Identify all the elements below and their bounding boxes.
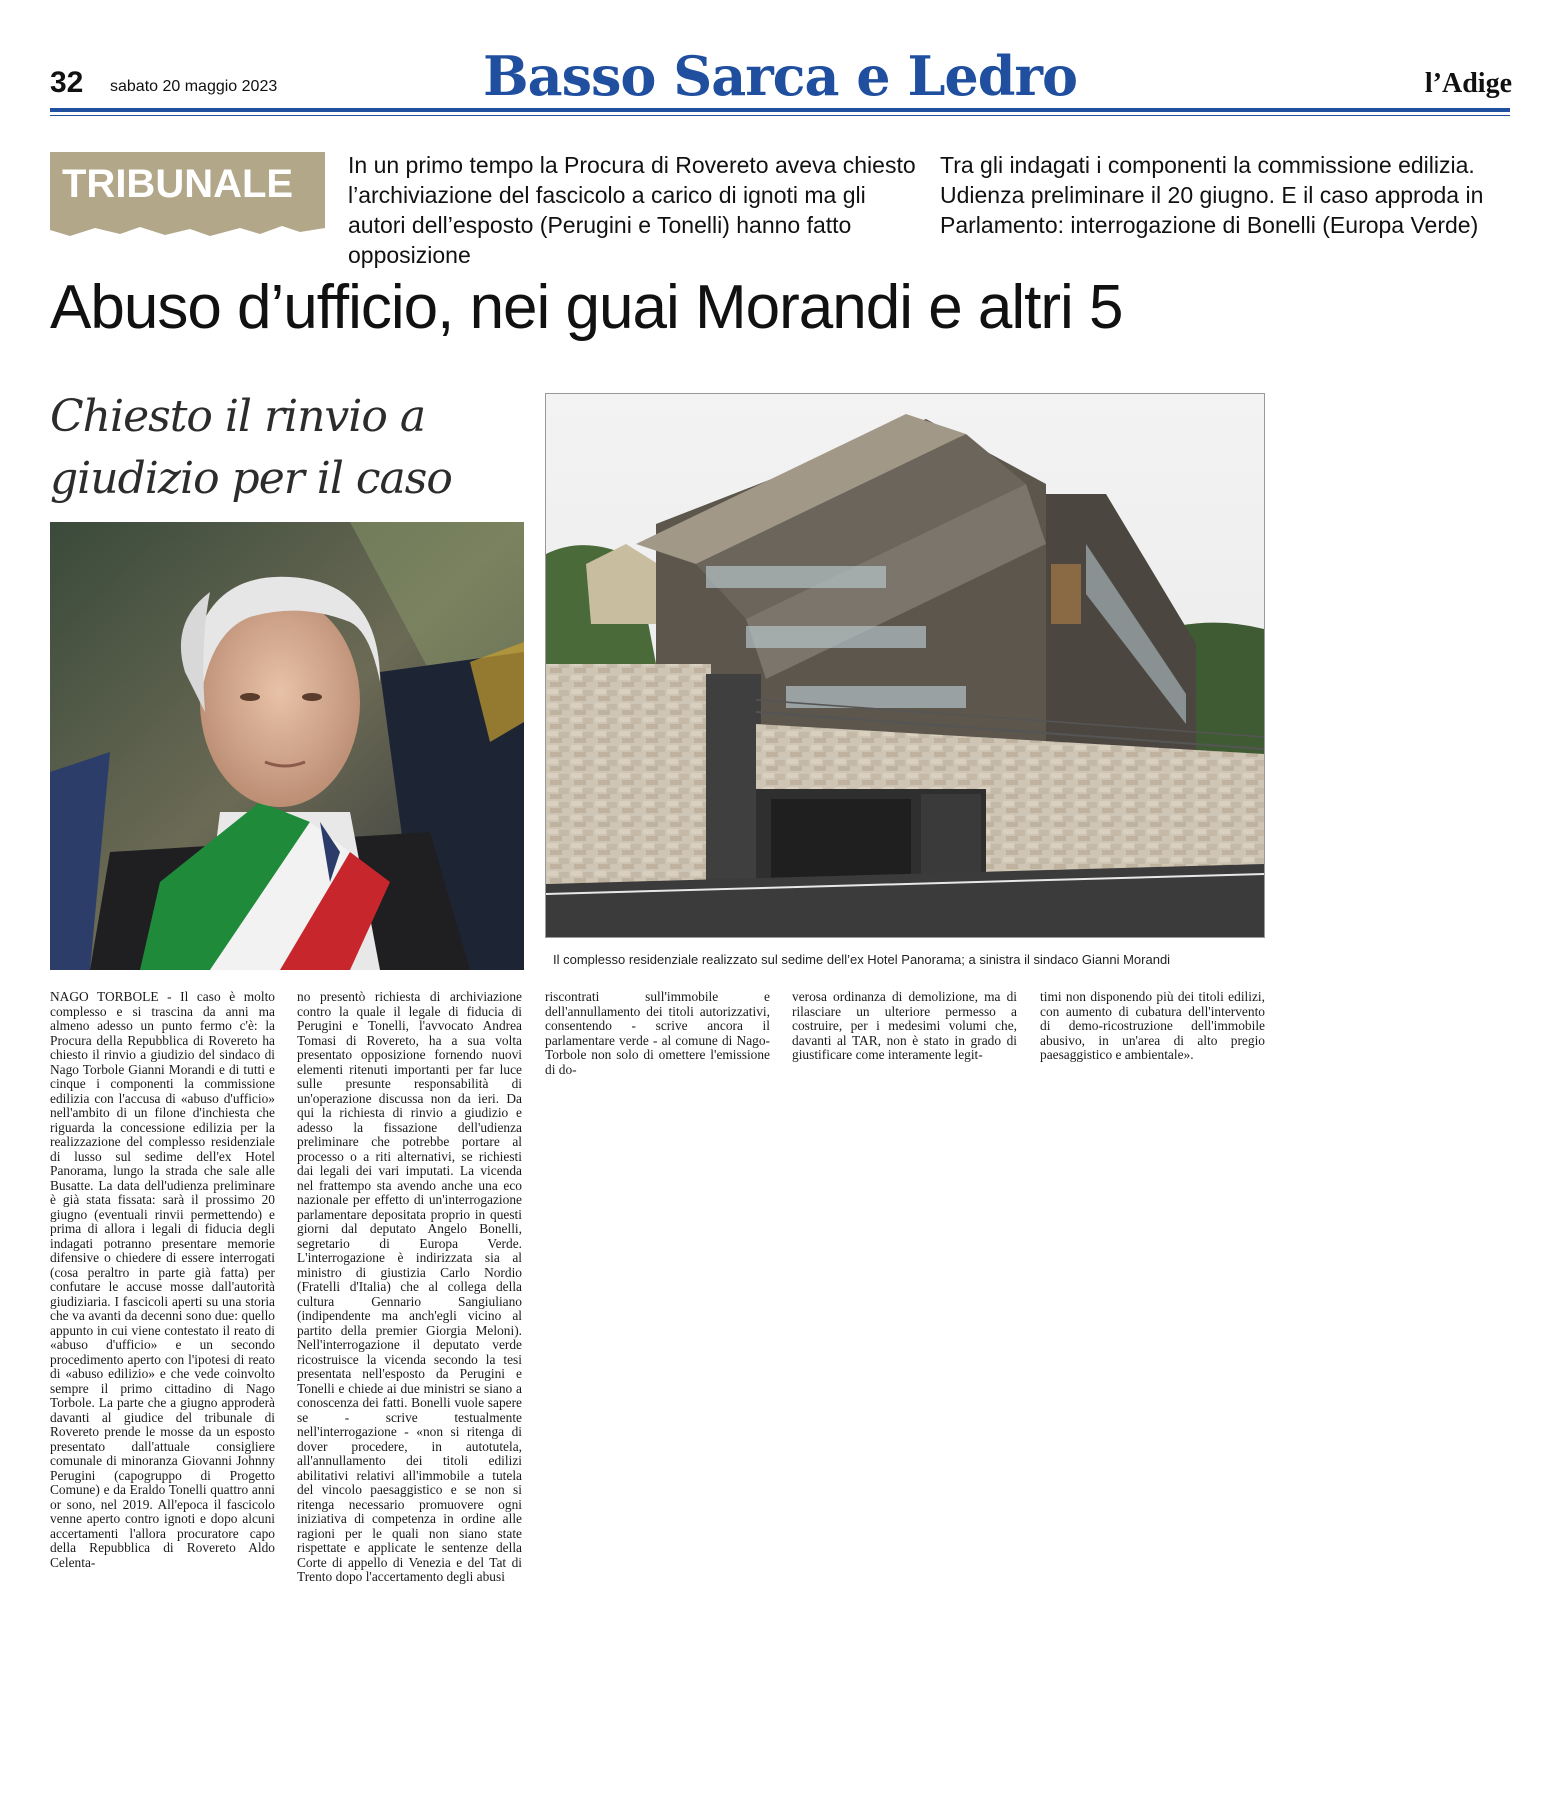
page-number: 32 bbox=[50, 66, 84, 99]
deck-left: In un primo tempo la Procura di Rovereto aveva chiesto l’archiviazione del fascicolo a carico di ignoti ma gli autori dell’esposto (Perugini e Tonelli) hanno fatto opposizione bbox=[348, 152, 916, 268]
torn-edge-decoration bbox=[50, 222, 325, 240]
header-rule bbox=[50, 108, 1510, 112]
section-title: Basso Sarca e Ledro bbox=[482, 44, 1078, 108]
newspaper-logo: l’Adige bbox=[1424, 68, 1512, 99]
deck-right: Tra gli indagati i componenti la commissione edilizia. Udienza preliminare il 20 giugno. E il caso approda in Parlamento: interrogazione di Bonelli (Europa Verde) bbox=[940, 152, 1484, 238]
header-rule-thin bbox=[50, 115, 1510, 116]
photo-caption: Il complesso residenziale realizzato sul sedime dell’ex Hotel Panorama; a sinistra il sindaco Gianni Morandi bbox=[553, 952, 1171, 967]
column-text: riscontrati sull'immobile e dell'annullamento dei titoli autorizzativi, consentendo - scrive ancora il parlamentare verde - al comune di Nago-Torbole non solo di omettere l'emissione di do- bbox=[545, 989, 770, 1077]
mayor-photo bbox=[50, 522, 524, 970]
article-column-2 bbox=[297, 990, 522, 1585]
article-column-1 bbox=[50, 990, 275, 1570]
article-column-5 bbox=[1040, 990, 1265, 1063]
building-photo bbox=[545, 393, 1265, 938]
article-column-3 bbox=[545, 990, 770, 1077]
column-text: verosa ordinanza di demolizione, ma di rilasciare un ulteriore permesso a costruire, per i medesimi volumi che, davanti al TAR, non è stato in grado di giustificare come interamente legit- bbox=[792, 989, 1017, 1062]
column-text: no presentò richiesta di archiviazione contro la quale il legale di fiducia di Perugini e Tonelli, l'avvocato Andrea Tomasi di Rovereto, ha a sua volta presentato opposizione fornendo nuovi elementi ritenuti importanti per far luce sulle presunte responsabilità di un'operazione discussa non da ieri. Da qui la richiesta di rinvio a giudizio e adesso la fissazione dell'udienza preliminare che potrebbe portare al processo o a riti alternativi, se richiesti dai legali dei vari imputati. La vicenda nel frattempo sta avendo anche una eco nazionale per effetto di un'interrogazione parlamentare depositata proprio in questi giorni dal deputato Angelo Bonelli, segretario di Europa Verde. L'interrogazione è indirizzata sia al ministro di giustizia Carlo Nordio (Fratelli d'Italia) che al collega della cultura Gennario Sangiuliano (indipendente ma anch'egli vicino al partito della premier Giorgia Meloni). Nell'interrogazione il deputato verde ricostruisce la vicenda secondo la tesi presentata nell'esposto da Perugini e Tonelli e chiede ai due ministri se siano a conoscenza dei fatti. Bonelli vuole sapere se - scrive testualmente nell'interrogazione - «non si ritenga di dover procedere, in autotutela, all'annullamento dei titoli edilizi abilitativi relativi all'immobile a tutela del vincolo paesaggistico e se non si ritenga necessario promuovere ogni iniziativa di competenza in ordine alle ragioni per le quali non siano state rispettate e applicate le sentenze della Corte di appello di Venezia e del Tat di Trento dopo l'accertamento degli abusi bbox=[297, 989, 522, 1584]
article-column-4 bbox=[792, 990, 1017, 1063]
issue-date: sabato 20 maggio 2023 bbox=[110, 78, 278, 95]
column-text: NAGO TORBOLE - Il caso è molto complesso e si trascina da anni ma almeno adesso un punto fermo c'è: la Procura della Repubblica di Rovereto ha chiesto il rinvio a giudizio del sindaco di Nago Torbole Gianni Morandi e di tutti e cinque i componenti la commissione edilizia con l'accusa di «abuso d'ufficio» nell'ambito di un filone d'inchiesta che riguarda la concessione edilizia per la realizzazione del complesso residenziale di lusso sul sedime dell'ex Hotel Panorama, lungo la strada che sale alle Busatte. La data dell'udienza preliminare è già stata fissata: sarà il prossimo 20 giugno (eventuali rinvii permettendo) e prima di allora i legali di fiducia degli indagati potranno presentare memorie difensive o chiedere di essere interrogati (cosa peraltro in parte già fatta) per confutare le accuse mosse dall'autorità giudiziaria. I fascicoli aperti su una storia che va avanti da decenni sono due: quello appunto in cui viene contestato il reato di «abuso d'ufficio» e un secondo procedimento aperto con l'ipotesi di reato di «abuso edilizio» e che vede coinvolto sempre il primo cittadino di Nago Torbole. La parte che a giugno approderà davanti al giudice del tribunale di Rovereto prende le mosse da un esposto presentato dall'attuale consigliere comunale di minoranza Giovanni Johnny Perugini (capogruppo di Progetto Comune) e da Eraldo Tonelli quattro anni or sono, nel 2019. All'epoca il fascicolo venne aperto contro ignoti e dopo alcuni accertamenti l'allora procuratore capo della Repubblica di Rovereto Aldo Celenta- bbox=[50, 989, 275, 1570]
headline: Abuso d’ufficio, nei guai Morandi e altri 5 bbox=[50, 273, 1123, 342]
column-text: timi non disponendo più dei titoli edilizi, con aumento di cubatura dell'intervento di demo-ricostruzione dell'immobile abusivo, in un'area di alto pregio paesaggistico e ambientale». bbox=[1040, 989, 1265, 1062]
subheadline: Chiesto il rinvio a giudizio per il caso bbox=[50, 391, 452, 504]
category-tag-label: TRIBUNALE bbox=[62, 162, 294, 206]
